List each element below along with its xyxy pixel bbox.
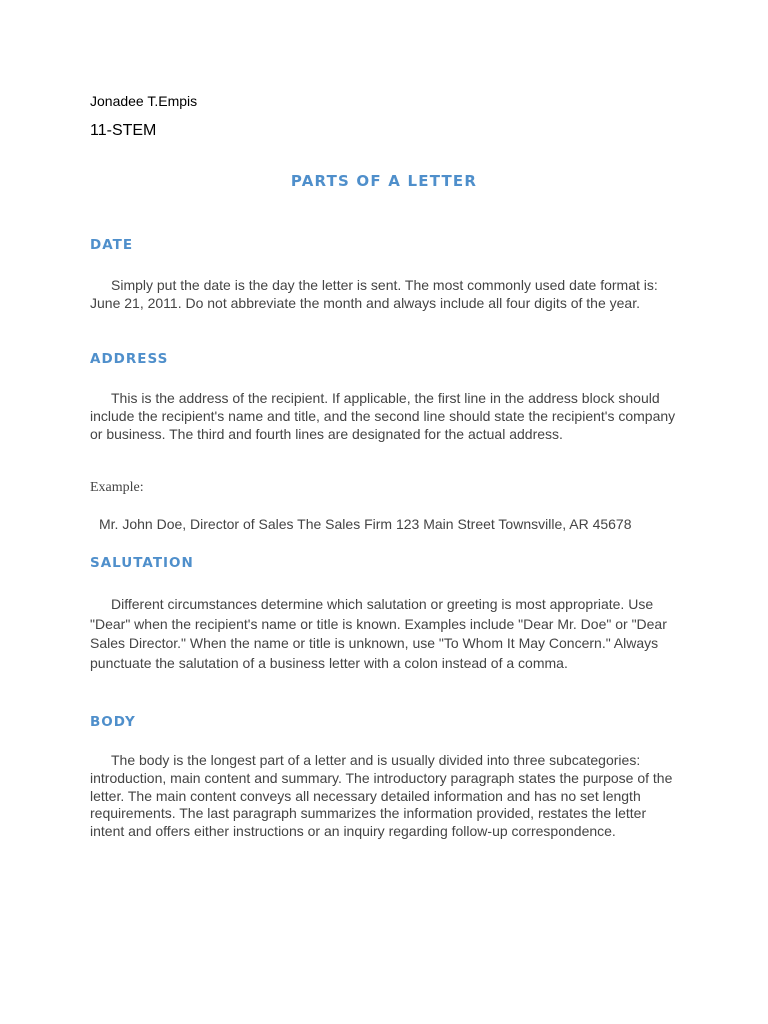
class-section: 11-STEM: [90, 122, 157, 139]
section-text-address: [90, 389, 678, 443]
author-name: Jonadee T.Empis: [90, 93, 198, 109]
example-address: Mr. John Doe, Director of Sales The Sales Firm 123 Main Street Townsville, AR 45678: [99, 516, 632, 532]
section-text-salutation: [90, 595, 678, 673]
section-text-date: [90, 276, 678, 312]
salutation-paragraph: Different circumstances determine which salutation or greeting is most appropriate. Use "Dear" when the recipient's name or title is known. Examples include "Dear Mr. Doe" or "Dear Sales Director." When the name or title is unknown, use "To Whom It May Concern." Always punctuate the salutation of a business letter with a colon instead of a comma.: [90, 596, 667, 671]
section-heading-date: DATE: [90, 237, 134, 253]
document-title: PARTS OF A LETTER: [290, 172, 478, 190]
section-heading-salutation: SALUTATION: [90, 555, 194, 571]
section-heading-body: BODY: [90, 714, 136, 730]
address-paragraph: This is the address of the recipient. If applicable, the first line in the address block should include the recipient's name and title, and the second line should state the recipient's company or business. The third and fourth lines are designated for the actual address.: [90, 390, 676, 442]
date-paragraph: Simply put the date is the day the letter is sent. The most commonly used date format is: June 21, 2011. Do not abbreviate the month and always include all four digits of the year.: [90, 277, 658, 311]
body-paragraph: The body is the longest part of a letter and is usually divided into three subcategories: introduction, main content and summary. The introductory paragraph states the purpose of the letter. The main content conveys all necessary detailed information and has no set length requirements. The last paragraph summarizes the information provided, restates the letter intent and offers either instructions or an inquiry regarding follow-up correspondence.: [90, 752, 673, 840]
section-heading-address: ADDRESS: [90, 351, 169, 367]
section-text-body: [90, 752, 678, 841]
example-label: Example:: [90, 480, 144, 495]
